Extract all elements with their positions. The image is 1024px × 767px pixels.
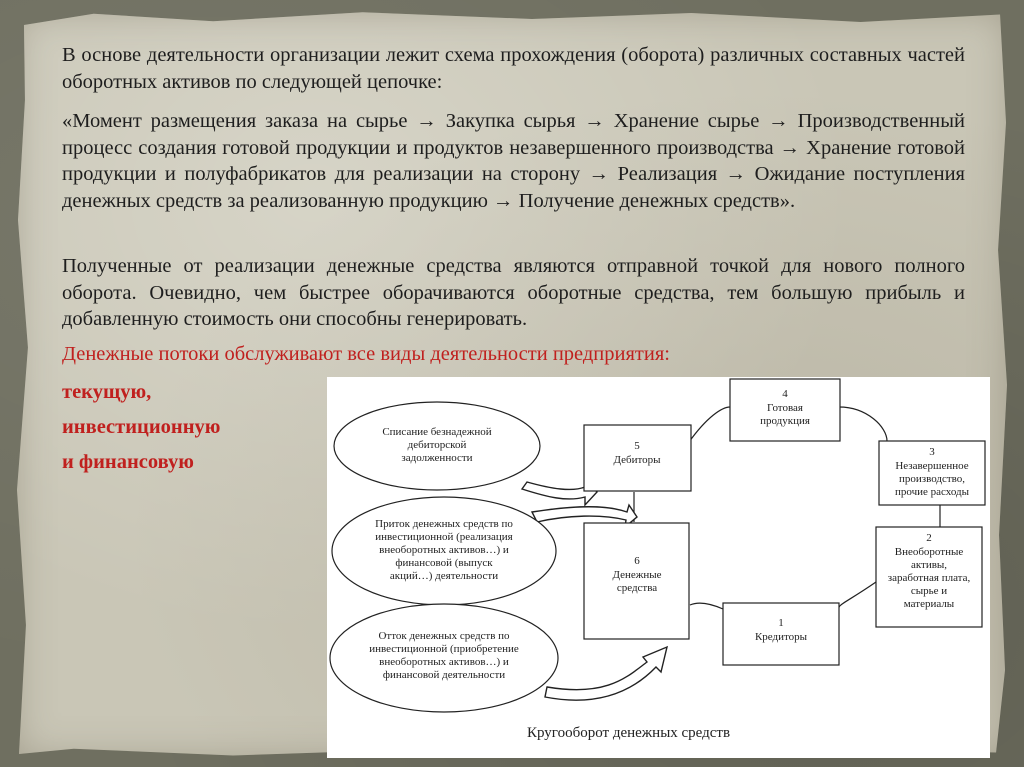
svg-text:Готовая: Готовая [767, 402, 803, 414]
arrow-4-to-5 [689, 407, 730, 442]
ellipse-write-off [334, 402, 540, 490]
svg-text:задолженности: задолженности [401, 452, 473, 464]
svg-text:акций…) деятельности: акций…) деятельности [389, 570, 499, 582]
ellipse-cash-outflow [330, 604, 558, 712]
svg-text:4: 4 [782, 388, 788, 400]
svg-text:производство,: производство, [898, 473, 966, 485]
svg-text:Дебиторы: Дебиторы [613, 454, 661, 466]
arrow-4-to-3 [839, 407, 887, 441]
svg-text:Внеоборотные: Внеоборотные [894, 546, 964, 558]
highlight-text: Денежные потоки обслуживают все виды деятельности предприятия: [62, 343, 670, 365]
svg-text:2: 2 [926, 532, 932, 544]
activity-financial: и финансовую [62, 451, 194, 473]
svg-text:Списание безнадежной: Списание безнадежной [382, 426, 492, 438]
arrow-1-to-6 [690, 603, 723, 609]
box-wip [879, 441, 985, 505]
paragraph-turnover: Полученные от реализации денежные средства являются отправной точкой для нового полного оборота. Очевидно, чем быстрее оборачиваются оборотные средства, тем большую прибыль и добавленную стоимость они способны генерировать. [62, 255, 965, 330]
svg-text:Незавершенное: Незавершенное [895, 460, 969, 472]
svg-text:6: 6 [634, 555, 640, 567]
svg-text:средства: средства [616, 582, 658, 594]
paragraph-intro: В основе деятельности организации лежит схема прохождения (оборота) различных составных частей оборотных активов по следующей цепочке: [62, 44, 965, 93]
box-cash [584, 523, 689, 639]
svg-text:Отток денежных средств по: Отток денежных средств по [378, 630, 510, 642]
svg-text:дебиторской: дебиторской [407, 439, 467, 451]
arrow-e3-to-1 [545, 647, 667, 700]
cash-cycle-diagram [327, 377, 990, 758]
diagram-caption: Кругооборот денежных средств [527, 725, 731, 741]
svg-text:материалы: материалы [903, 598, 955, 610]
box-noncurrent-assets [876, 527, 982, 627]
svg-text:инвестиционной (приобретение: инвестиционной (приобретение [369, 643, 519, 655]
svg-text:активы,: активы, [910, 559, 948, 571]
svg-text:3: 3 [929, 446, 935, 458]
svg-text:1: 1 [778, 617, 784, 629]
activity-investment: инвестиционную [62, 416, 221, 438]
svg-text:5: 5 [634, 440, 640, 452]
activity-current: текущую, [62, 381, 152, 403]
box-debtors [584, 425, 691, 491]
box-finished-goods [730, 379, 840, 441]
box-creditors [723, 603, 839, 665]
svg-text:заработная плата,: заработная плата, [887, 572, 971, 584]
arrow-2-to-1 [839, 582, 876, 609]
paragraph-chain: «Момент размещения заказа на сырье → Закупка сырья → Хранение сырье → Производственный процесс создания готовой продукции и продуктов незавершенного производства → Хранение готовой продукции и полуфабрикатов для реализации на сторону → Реализация → Ожидание поступления денежных средств за реализованную продукцию → Получение денежных средств». [62, 110, 965, 212]
svg-text:продукция: продукция [760, 415, 810, 427]
svg-text:сырье и: сырье и [910, 585, 948, 597]
ellipse-cash-inflow [332, 497, 556, 605]
svg-text:Кредиторы: Кредиторы [754, 631, 808, 643]
svg-text:инвестиционной (реализация: инвестиционной (реализация [375, 531, 513, 543]
svg-text:Денежные: Денежные [612, 569, 662, 581]
svg-text:внеоборотных активов…) и: внеоборотных активов…) и [379, 656, 509, 668]
svg-text:финансовой (выпуск: финансовой (выпуск [395, 557, 493, 569]
svg-text:Приток денежных средств по: Приток денежных средств по [375, 518, 513, 530]
svg-text:финансовой деятельности: финансовой деятельности [382, 669, 506, 681]
svg-text:внеоборотных активов…) и: внеоборотных активов…) и [379, 544, 509, 556]
svg-text:прочие расходы: прочие расходы [894, 486, 970, 498]
